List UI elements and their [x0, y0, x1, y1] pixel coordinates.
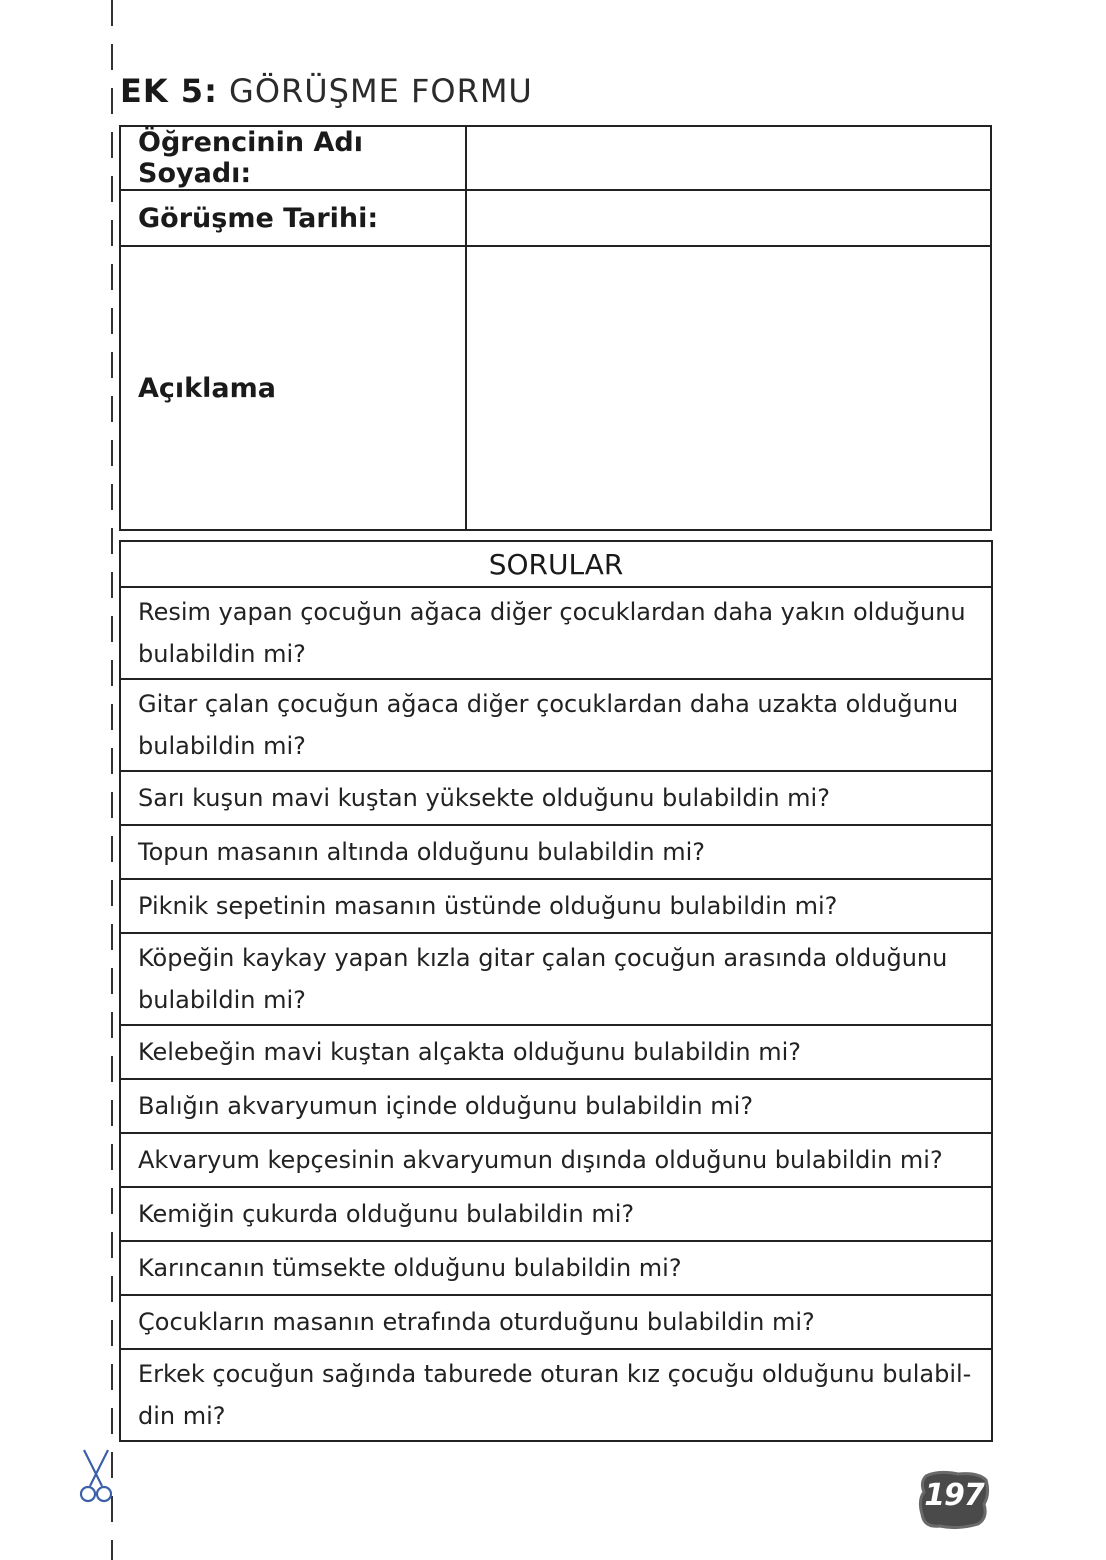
- title-prefix: EK 5:: [120, 72, 218, 110]
- interview-date-field[interactable]: [466, 190, 991, 246]
- cut-line: [110, 0, 114, 1560]
- question-item: Topun masanın altında olduğunu bulabildin mi?: [120, 825, 992, 879]
- question-item: Balığın akvaryumun içinde olduğunu bulabildin mi?: [120, 1079, 992, 1133]
- student-name-label: Öğrencinin Adı Soyadı:: [120, 126, 466, 190]
- page-title: [120, 72, 533, 110]
- interview-info-table: [119, 125, 992, 531]
- student-name-field[interactable]: [466, 126, 991, 190]
- page-number: 197: [924, 1478, 984, 1513]
- question-item: Resim yapan çocuğun ağaca diğer çocuklardan daha yakın olduğunu bulabildin mi?: [120, 587, 992, 679]
- title-text: GÖRÜŞME FORMU: [229, 72, 533, 110]
- question-item: Kemiğin çukurda olduğunu bulabildin mi?: [120, 1187, 992, 1241]
- scissors-icon: [78, 1448, 114, 1508]
- description-label: Açıklama: [120, 246, 466, 530]
- question-item: Akvaryum kepçesinin akvaryumun dışında olduğunu bulabildin mi?: [120, 1133, 992, 1187]
- questions-header: SORULAR: [120, 541, 992, 587]
- page-number-badge: [918, 1470, 990, 1532]
- question-item: Kelebeğin mavi kuştan alçakta olduğunu bulabildin mi?: [120, 1025, 992, 1079]
- question-item: Köpeğin kaykay yapan kızla gitar çalan çocuğun arasında olduğunu bulabildin mi?: [120, 933, 992, 1025]
- questions-table: [119, 540, 993, 1442]
- question-item: Erkek çocuğun sağında taburede oturan kız çocuğu olduğunu bulabil-din mi?: [120, 1349, 992, 1441]
- question-item: Gitar çalan çocuğun ağaca diğer çocuklardan daha uzakta olduğunu bulabildin mi?: [120, 679, 992, 771]
- question-item: Çocukların masanın etrafında oturduğunu bulabildin mi?: [120, 1295, 992, 1349]
- interview-date-label: Görüşme Tarihi:: [120, 190, 466, 246]
- description-field[interactable]: [466, 246, 991, 530]
- question-item: Piknik sepetinin masanın üstünde olduğunu bulabildin mi?: [120, 879, 992, 933]
- question-item: Karıncanın tümsekte olduğunu bulabildin mi?: [120, 1241, 992, 1295]
- question-item: Sarı kuşun mavi kuştan yüksekte olduğunu bulabildin mi?: [120, 771, 992, 825]
